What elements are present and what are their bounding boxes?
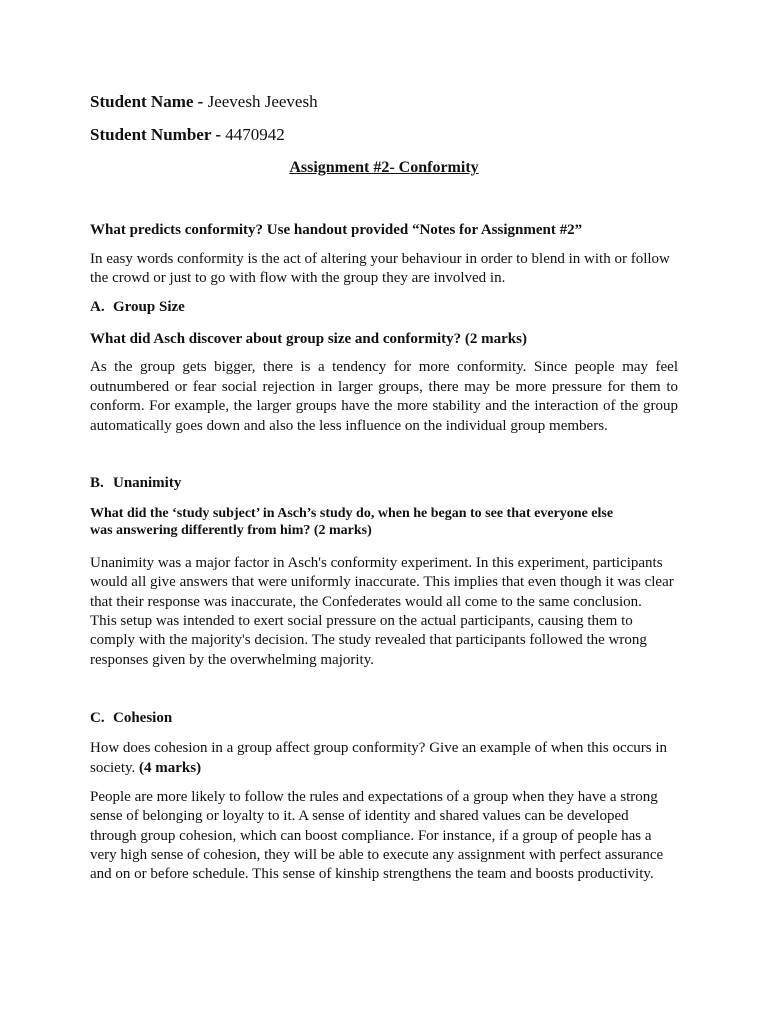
section-b-answer-line-4: This setup was intended to exert social pressure on the actual participants, causing them to xyxy=(90,613,633,629)
student-number-value: 4470942 xyxy=(225,125,285,144)
section-c-answer-line-4: very high sense of cohesion, they will be able to execute any assignment with perfect assurance xyxy=(90,847,664,863)
section-b-answer-line-3: that their response was inaccurate, the Confederates would all come to the same conclusion. xyxy=(90,594,642,610)
section-c-answer-line-3: through group cohesion, which can boost compliance. For instance, if a group of people has a xyxy=(90,828,652,844)
section-b-question-line-2: was answering differently from him? (2 marks) xyxy=(90,523,372,538)
section-b-title: Unanimity xyxy=(113,475,182,491)
section-a-heading xyxy=(90,299,678,316)
section-c-answer-line-2: sense of belonging or loyalty to it. A sense of identity and shared values can be developed xyxy=(90,808,629,824)
section-b-heading xyxy=(90,475,678,492)
section-c-question-marks: (4 marks) xyxy=(139,760,202,776)
document-title: Assignment #2- Conformity xyxy=(289,159,479,176)
section-c-answer-line-1: People are more likely to follow the rules and expectations of a group when they have a strong xyxy=(90,789,658,805)
section-b-answer-line-6: responses given by the overwhelming majority. xyxy=(90,652,374,668)
section-c-heading xyxy=(90,710,678,727)
section-c-question-society: society. xyxy=(90,760,140,776)
student-number-line xyxy=(90,125,678,145)
section-b-answer-line-1: Unanimity was a major factor in Asch's conformity experiment. In this experiment, participants xyxy=(90,555,663,571)
section-a-title: Group Size xyxy=(113,299,185,315)
student-name-line xyxy=(90,92,678,112)
section-c-title: Cohesion xyxy=(113,710,173,726)
section-b-answer-line-2: would all give answers that were uniformly inaccurate. This implies that even though it was clear xyxy=(90,574,674,590)
section-c-answer-line-5: and on or before schedule. This sense of kinship strengthens the team and boosts productivity. xyxy=(90,866,654,882)
section-c-question-line-1: How does cohesion in a group affect group conformity? Give an example of when this occurs in xyxy=(90,740,668,756)
student-name-value: Jeevesh Jeevesh xyxy=(207,92,318,111)
section-a-answer: As the group gets bigger, there is a tendency for more conformity. Since people may feel outnumbered or fear social rejection in larger groups, there may be more pressure for them to conform. For example, the larger groups have the more stability and the interaction of the group automatically goes down and also the less influence on the individual group members. xyxy=(90,359,678,434)
student-name-label: Student Name - xyxy=(90,92,208,111)
section-a-question: What did Asch discover about group size and conformity? (2 marks) xyxy=(90,331,527,347)
intro-answer-line-1: In easy words conformity is the act of altering your behaviour in order to blend in with or follow xyxy=(90,251,670,267)
section-c-question-line-2 xyxy=(90,759,678,779)
section-b-letter: B. xyxy=(90,475,104,491)
intro-question: What predicts conformity? Use handout provided “Notes for Assignment #2” xyxy=(90,222,583,238)
intro-answer-line-2: the crowd or just to go with flow with the group they are involved in. xyxy=(90,270,506,286)
section-a-letter: A. xyxy=(90,299,105,315)
section-b-question-line-1: What did the ‘study subject’ in Asch’s study do, when he began to see that everyone else xyxy=(90,506,614,521)
section-c-letter: C. xyxy=(90,710,105,726)
student-number-label: Student Number - xyxy=(90,125,226,144)
section-b-answer-line-5: comply with the majority's decision. The study revealed that participants followed the wrong xyxy=(90,632,647,648)
